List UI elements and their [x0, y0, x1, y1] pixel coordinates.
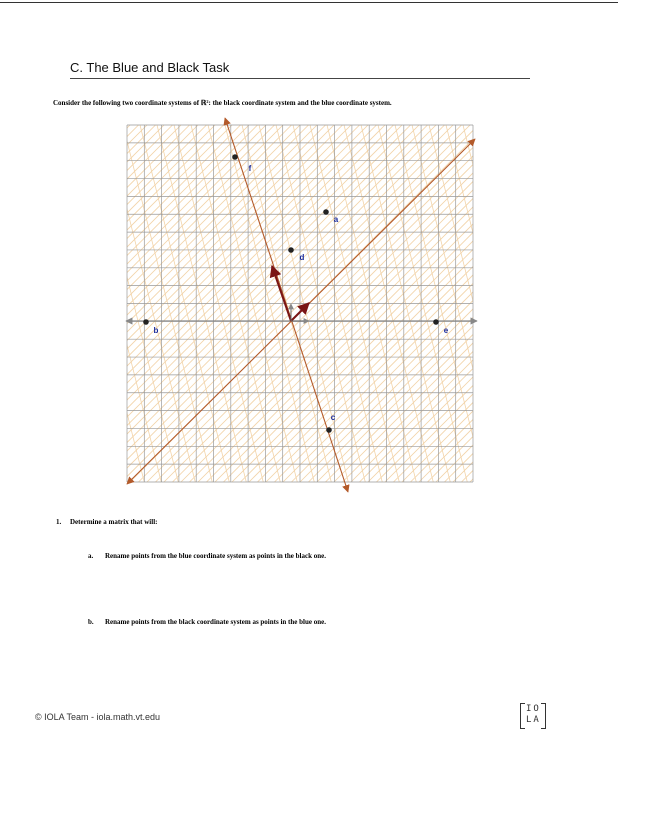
point-b-marker — [143, 319, 149, 325]
logo-bracket-left — [520, 703, 525, 729]
point-d-marker — [288, 247, 294, 253]
point-e-marker — [433, 319, 439, 325]
logo-row-1: IO — [526, 704, 541, 714]
oblique-line-steep — [0, 0, 33, 840]
intro-text-start: Consider the following two coordinate systems of — [53, 99, 201, 107]
question-text: Determine a matrix that will: — [70, 518, 158, 526]
oblique-line-steep — [583, 0, 653, 840]
oblique-line-steep — [447, 0, 653, 840]
question-item-b — [88, 618, 326, 626]
oblique-line-steep — [362, 0, 653, 840]
logo-bracket-right — [541, 703, 546, 729]
question-number: 1. — [56, 518, 62, 526]
point-b-label: b — [153, 326, 159, 335]
section-title: C. The Blue and Black Task — [70, 60, 230, 75]
intro-text-end: : the black coordinate system and the blue coordinate system. — [208, 99, 392, 107]
item-label: b. — [88, 618, 94, 626]
point-f-marker — [232, 154, 238, 160]
oblique-line-steep — [600, 0, 653, 840]
oblique-line-steep — [566, 0, 653, 840]
question-1 — [56, 518, 157, 526]
blue-basis-vector-1 — [272, 266, 291, 321]
oblique-line-steep — [634, 0, 653, 840]
oblique-line-steep — [549, 0, 653, 840]
oblique-line-steep — [481, 0, 653, 840]
point-c-label: c — [330, 413, 336, 422]
oblique-line-steep — [328, 0, 628, 840]
point-d-label: d — [299, 253, 305, 262]
oblique-line-steep — [0, 0, 16, 840]
footer-copyright: © IOLA Team - iola.math.vt.edu — [35, 712, 161, 722]
item-text: Rename points from the black coordinate system as points in the blue one. — [105, 618, 326, 626]
question-item-a — [88, 552, 326, 560]
point-c-marker — [326, 427, 332, 433]
oblique-line-steep — [379, 0, 653, 840]
item-label: a. — [88, 552, 94, 560]
logo-row-2: LA — [526, 715, 541, 725]
point-e-label: e — [443, 326, 449, 335]
oblique-line-steep — [617, 0, 653, 840]
oblique-line-steep — [464, 0, 653, 840]
point-a-label: a — [333, 215, 339, 224]
math-symbol-r2: ℝ² — [200, 99, 209, 107]
oblique-line-steep — [345, 0, 645, 840]
oblique-line-steep — [532, 0, 653, 840]
iola-logo — [520, 703, 546, 729]
item-text: Rename points from the blue coordinate system as points in the black one. — [105, 552, 326, 560]
point-a-marker — [323, 209, 329, 215]
black-square-grid — [127, 125, 473, 482]
point-f-label: f — [248, 164, 252, 173]
